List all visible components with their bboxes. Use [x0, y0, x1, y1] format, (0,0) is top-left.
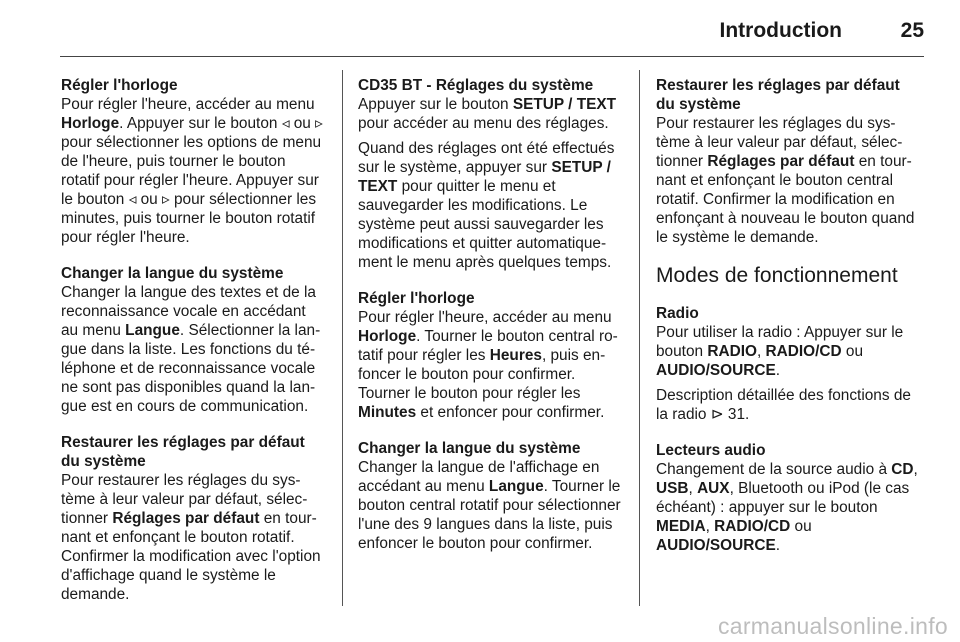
- page-title: Introduction: [719, 19, 842, 42]
- section-heading: Lecteurs audio: [656, 442, 766, 459]
- section-heading: Changer la langue du système: [61, 265, 284, 282]
- section-heading: Restaurer les réglages par défaut du système: [61, 434, 305, 470]
- section-heading: Régler l'horloge: [61, 77, 178, 94]
- column-2: [358, 76, 622, 570]
- section-heading: Régler l'horloge: [358, 290, 475, 307]
- section-audio-players: [656, 441, 922, 555]
- header-rule: [60, 56, 924, 57]
- section-heading: Restaurer les réglages par défaut du système: [656, 77, 900, 113]
- column-divider-2: [639, 70, 640, 606]
- section-change-language: [358, 439, 622, 553]
- chapter-heading: Modes de fonctionnement: [656, 264, 898, 287]
- paragraph: Changer la langue de l'affichage en accédant au menu Langue. Tourner le bouton central rotatif pour sélectionner l'une des 9 langues dans la liste, puis enfoncer le bouton pour confirmer.: [358, 459, 621, 552]
- page-header: [0, 0, 960, 58]
- paragraph: Appuyer sur le bouton SETUP / TEXT pour accéder au menu des réglages.: [358, 96, 617, 132]
- section-restore-defaults: [61, 433, 325, 604]
- paragraph: Pour régler l'heure, accéder au menu Horloge. Tourner le bouton central rotatif pour régler les Heures, puis enfoncer le bouton pour confirmer. Tourner le bouton pour régler les Minutes et enfoncer pour confirmer.: [358, 309, 618, 421]
- paragraph: Pour restaurer les réglages du système à leur valeur par défaut, sélectionner Réglages par défaut en tournant et enfonçant le bouton central rotatif. Confirmer la modification en enfonçant à nouveau le bouton quand le système le demande.: [656, 115, 915, 246]
- paragraph: Pour utiliser la radio : Appuyer sur le bouton RADIO, RADIO/CD ou AUDIO/SOURCE.: [656, 324, 904, 379]
- paragraph: Changement de la source audio à CD, USB, AUX, Bluetooth ou iPod (le cas échéant) : appuyer sur le bouton MEDIA, RADIO/CD ou AUDIO/SOURCE.: [656, 461, 918, 554]
- paragraph: Description détaillée des fonctions de la radio ⊳ 31.: [656, 387, 911, 423]
- section-set-clock: [358, 289, 622, 422]
- column-1: [61, 76, 325, 621]
- section-radio: [656, 304, 922, 424]
- section-system-settings: [358, 76, 622, 272]
- column-divider-1: [342, 70, 343, 606]
- paragraph: Quand des réglages ont été effectués sur le système, appuyer sur SETUP / TEXT pour quitter le menu et sauvegarder les modifications. Le système peut aussi sauvegarder les modifications et quitter automatiquement le menu après quelques temps.: [358, 140, 615, 271]
- paragraph: Pour régler l'heure, accéder au menu Horloge. Appuyer sur le bouton ◃ ou ▹ pour sélectionner les options de menu de l'heure, puis tourner le bouton rotatif pour régler l'heure. Appuyer sur le bouton ◃ ou ▹ pour sélectionner les minutes, puis tourner le bouton rotatif pour régler l'heure.: [61, 96, 323, 246]
- column-3: [656, 76, 922, 572]
- section-set-clock: [61, 76, 325, 247]
- section-heading: Radio: [656, 305, 699, 322]
- paragraph: Pour restaurer les réglages du système à leur valeur par défaut, sélectionner Réglages par défaut en tournant et enfonçant le bouton rotatif. Confirmer la modification avec l'option d'affichage quand le système le demande.: [61, 472, 321, 603]
- section-restore-defaults: [656, 76, 922, 247]
- paragraph: Changer la langue des textes et de la reconnaissance vocale en accédant au menu Langue. Sélectionner la langue dans la liste. Les fonctions du téléphone et de reconnaissance vocale ne sont pas disponibles quand la langue est en cours de communication.: [61, 284, 321, 415]
- watermark: carmanualsonline.info: [717, 613, 948, 639]
- page-number: 25: [900, 19, 924, 42]
- section-heading: CD35 BT - Réglages du système: [358, 77, 594, 94]
- section-heading: Changer la langue du système: [358, 440, 581, 457]
- section-change-language: [61, 264, 325, 416]
